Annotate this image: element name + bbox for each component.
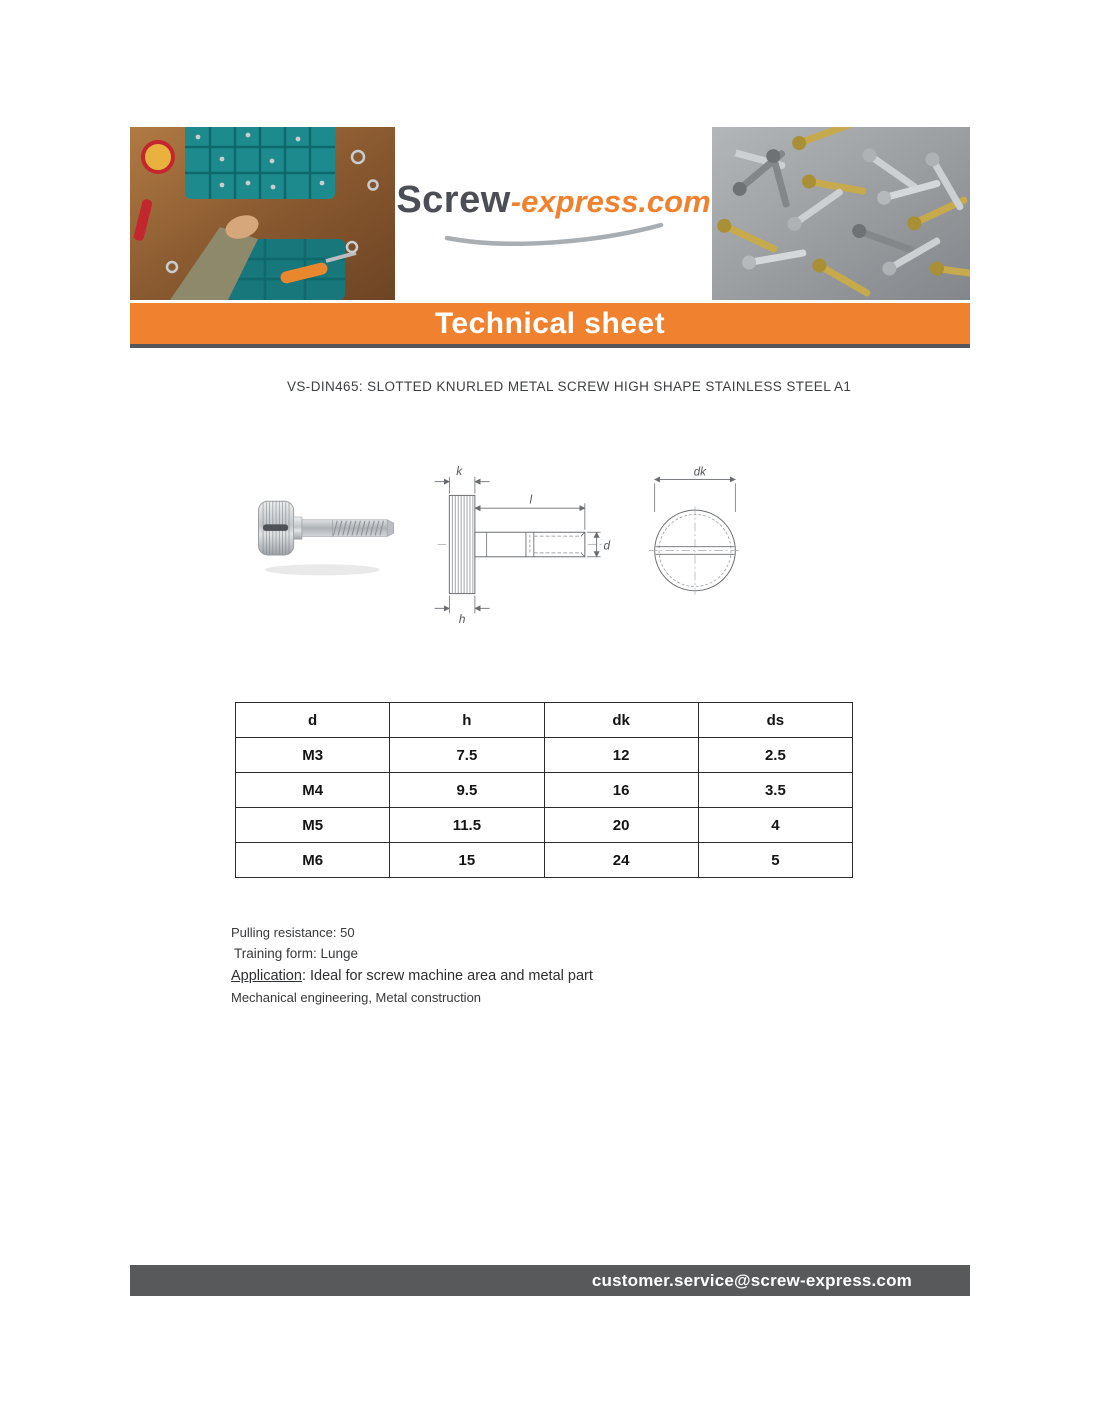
dim-label-dk: dk bbox=[693, 466, 706, 479]
dimensions-table bbox=[235, 702, 853, 878]
application-label: Application bbox=[231, 968, 302, 984]
header-photo-screws bbox=[712, 127, 970, 300]
logo-text-express: -express.com bbox=[510, 184, 711, 219]
customer-service-email: customer.service@screw-express.com bbox=[591, 1270, 912, 1290]
cell-m4-d: M4 bbox=[236, 773, 390, 808]
brand-logo bbox=[396, 181, 710, 219]
application-text bbox=[231, 968, 593, 984]
cell-m6-ds: 5 bbox=[698, 843, 852, 878]
thumb-screw-photo-graphic bbox=[252, 492, 402, 580]
details-block bbox=[231, 925, 593, 1005]
cell-m6-dk: 24 bbox=[544, 843, 698, 878]
front-view-graphic bbox=[640, 466, 750, 610]
cell-m3-h: 7.5 bbox=[390, 738, 544, 773]
logo-text-screw: Screw bbox=[396, 179, 511, 221]
cell-m3-ds: 2.5 bbox=[698, 738, 852, 773]
logo-swoosh-graphic bbox=[439, 222, 669, 246]
col-header-d: d bbox=[236, 703, 390, 738]
dim-label-d: d bbox=[603, 539, 611, 553]
cell-m4-dk: 16 bbox=[544, 773, 698, 808]
product-photo bbox=[252, 492, 402, 580]
cell-m6-h: 15 bbox=[390, 843, 544, 878]
table-row-m5 bbox=[236, 808, 853, 843]
footer-bar bbox=[130, 1265, 970, 1296]
workbench-photo-graphic bbox=[130, 127, 395, 300]
technical-sheet-title: Technical sheet bbox=[434, 306, 666, 340]
cell-m5-dk: 20 bbox=[544, 808, 698, 843]
dim-label-h: h bbox=[458, 613, 466, 626]
col-header-h: h bbox=[390, 703, 544, 738]
front-view-drawing bbox=[640, 466, 750, 610]
col-header-dk: dk bbox=[544, 703, 698, 738]
screw-pile-photo-graphic bbox=[712, 127, 970, 300]
cell-m4-h: 9.5 bbox=[390, 773, 544, 808]
cell-m3-d: M3 bbox=[236, 738, 390, 773]
header-photo-workbench bbox=[130, 127, 395, 300]
training-form-text: Training form: Lunge bbox=[234, 946, 359, 961]
dim-label-k: k bbox=[456, 464, 463, 478]
cell-m6-d: M6 bbox=[236, 843, 390, 878]
col-header-ds: ds bbox=[698, 703, 852, 738]
document-title: VS-DIN465: SLOTTED KNURLED METAL SCREW HIGH SHAPE STAINLESS STEEL A1 bbox=[287, 379, 852, 394]
header-banner bbox=[130, 127, 970, 300]
cell-m5-h: 11.5 bbox=[390, 808, 544, 843]
table-header-row bbox=[236, 703, 853, 738]
technical-sheet-banner bbox=[130, 303, 970, 348]
pulling-resistance-text: Pulling resistance: 50 bbox=[231, 925, 355, 940]
logo-area bbox=[395, 127, 712, 300]
cell-m3-dk: 12 bbox=[544, 738, 698, 773]
cell-m4-ds: 3.5 bbox=[698, 773, 852, 808]
table-row-m6 bbox=[236, 843, 853, 878]
cell-m5-ds: 4 bbox=[698, 808, 852, 843]
application-description: : Ideal for screw machine area and metal part bbox=[301, 968, 593, 984]
side-view-graphic bbox=[428, 464, 618, 626]
table-row-m4 bbox=[236, 773, 853, 808]
side-view-drawing bbox=[428, 464, 618, 626]
industries-text: Mechanical engineering, Metal construction bbox=[231, 990, 482, 1005]
dim-label-l: l bbox=[529, 493, 533, 507]
cell-m5-d: M5 bbox=[236, 808, 390, 843]
table-row-m3 bbox=[236, 738, 853, 773]
